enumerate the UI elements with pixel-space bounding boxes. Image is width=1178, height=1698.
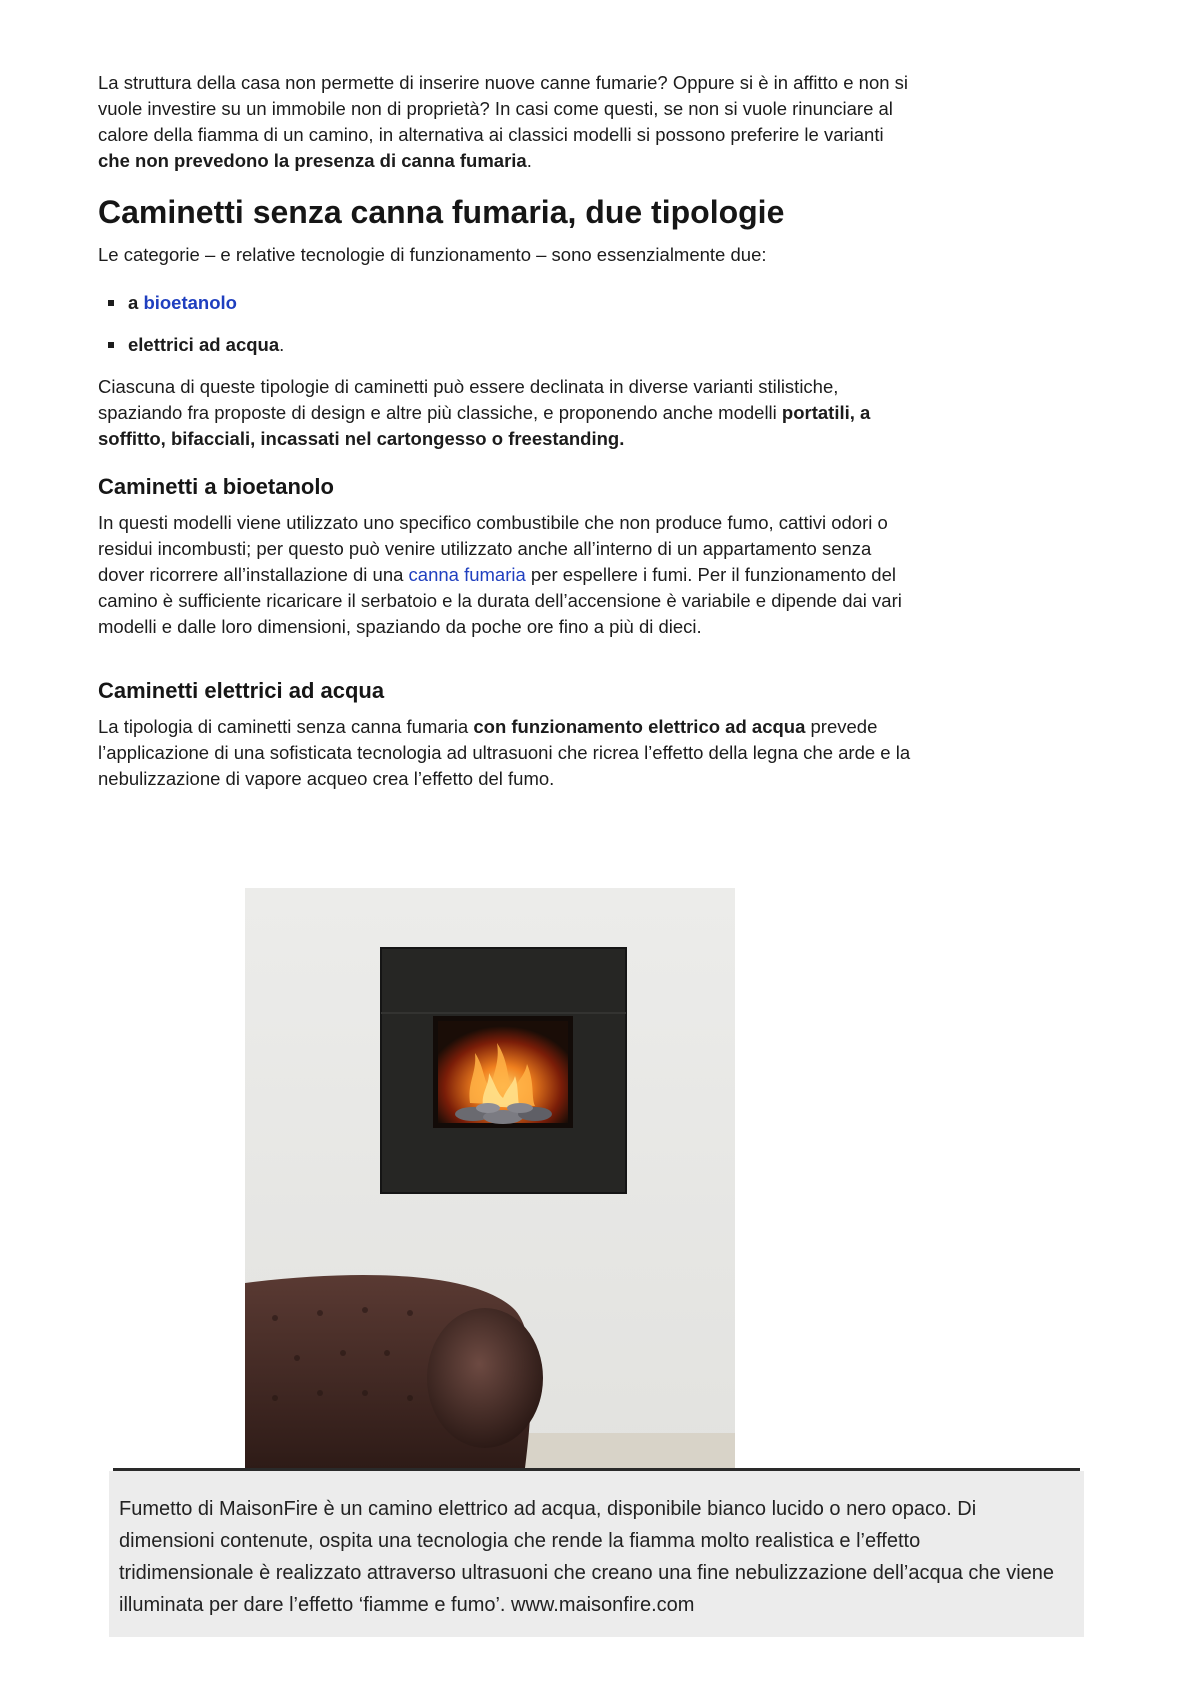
water-paragraph xyxy=(98,714,918,792)
article-body xyxy=(98,70,918,792)
styles-paragraph xyxy=(98,374,918,452)
photo-caption xyxy=(109,1471,1084,1637)
bio-text-2: per espellere i fumi. Per il funzionamento del camino è sufficiente ricaricare il serbatoio e la durata dell’accensione è variabile e dipende dai vari modelli e dalle loro dimensioni, spaziando da poche ore fino a più di dieci. xyxy=(98,564,902,637)
list-item xyxy=(108,332,918,358)
bullet-icon xyxy=(108,300,114,306)
canna-fumaria-link[interactable]: canna fumaria xyxy=(408,564,526,585)
intro-bold: che non prevedono la presenza di canna fumaria xyxy=(98,150,527,171)
fireplace-illustration xyxy=(245,888,735,1468)
list-item-prefix: a xyxy=(128,292,144,313)
intro-text: La struttura della casa non permette di inserire nuove canne fumarie? Oppure si è in affitto e non si vuole investire su un immobile non di proprietà? In casi come questi, se non si vuole rinunciare al calore della fiamma di un camino, in alternativa ai classici modelli si possono preferire le varianti xyxy=(98,72,909,145)
list-item-label: elettrici ad acqua xyxy=(128,334,280,355)
water-text-2: prevede l’applicazione di una sofisticata tecnologia ad ultrasuoni che ricrea l’effetto della legna che arde e la nebulizzazione di vapore acqueo crea l’effetto del fumo. xyxy=(98,716,911,789)
section-title: Caminetti senza canna fumaria, due tipologie xyxy=(98,194,785,230)
water-bold: con funzionamento elettrico ad acqua xyxy=(473,716,806,737)
intro-end: . xyxy=(526,150,532,171)
bullet-icon xyxy=(108,342,114,348)
styles-bold: portatili, a soffitto, bifacciali, incassati nel cartongesso o freestanding. xyxy=(98,402,871,449)
styles-text: Ciascuna di queste tipologie di caminetti può essere declinata in diverse varianti stilistiche, spaziando fra proposte di design e altre più classiche, e proponendo anche modelli xyxy=(98,376,839,423)
bioetanolo-paragraph xyxy=(98,510,918,640)
list-item xyxy=(108,290,918,316)
water-heading: Caminetti elettrici ad acqua xyxy=(98,678,385,703)
intro-paragraph xyxy=(98,70,918,174)
water-text-1: La tipologia di caminetti senza canna fumaria xyxy=(98,716,474,737)
bio-text-1: In questi modelli viene utilizzato uno specifico combustibile che non produce fumo, cattivi odori o residui incombusti; per questo può venire utilizzato anche all’interno di un appartamento senza dover ricorrere all’installazione di una xyxy=(98,512,888,585)
list-item-end: . xyxy=(279,334,285,355)
bioetanolo-link[interactable]: bioetanolo xyxy=(143,292,237,313)
bioetanolo-heading: Caminetti a bioetanolo xyxy=(98,474,334,499)
caption-text: Fumetto di MaisonFire è un camino elettrico ad acqua, disponibile bianco lucido o nero opaco. Di dimensioni contenute, ospita una tecnologia che rende la fiamma molto realistica e l’effetto tridimensionale è realizzato attraverso ultrasuoni che creano una fine nebulizzazione dell’acqua che viene illuminata per dare l’effetto ‘fiamme e fumo’. www.maisonfire.com xyxy=(119,1498,1055,1616)
fireplace-photo xyxy=(245,888,735,1468)
lead-paragraph: Le categorie – e relative tecnologie di funzionamento – sono essenzialmente due: xyxy=(98,244,767,265)
type-list xyxy=(98,290,918,358)
